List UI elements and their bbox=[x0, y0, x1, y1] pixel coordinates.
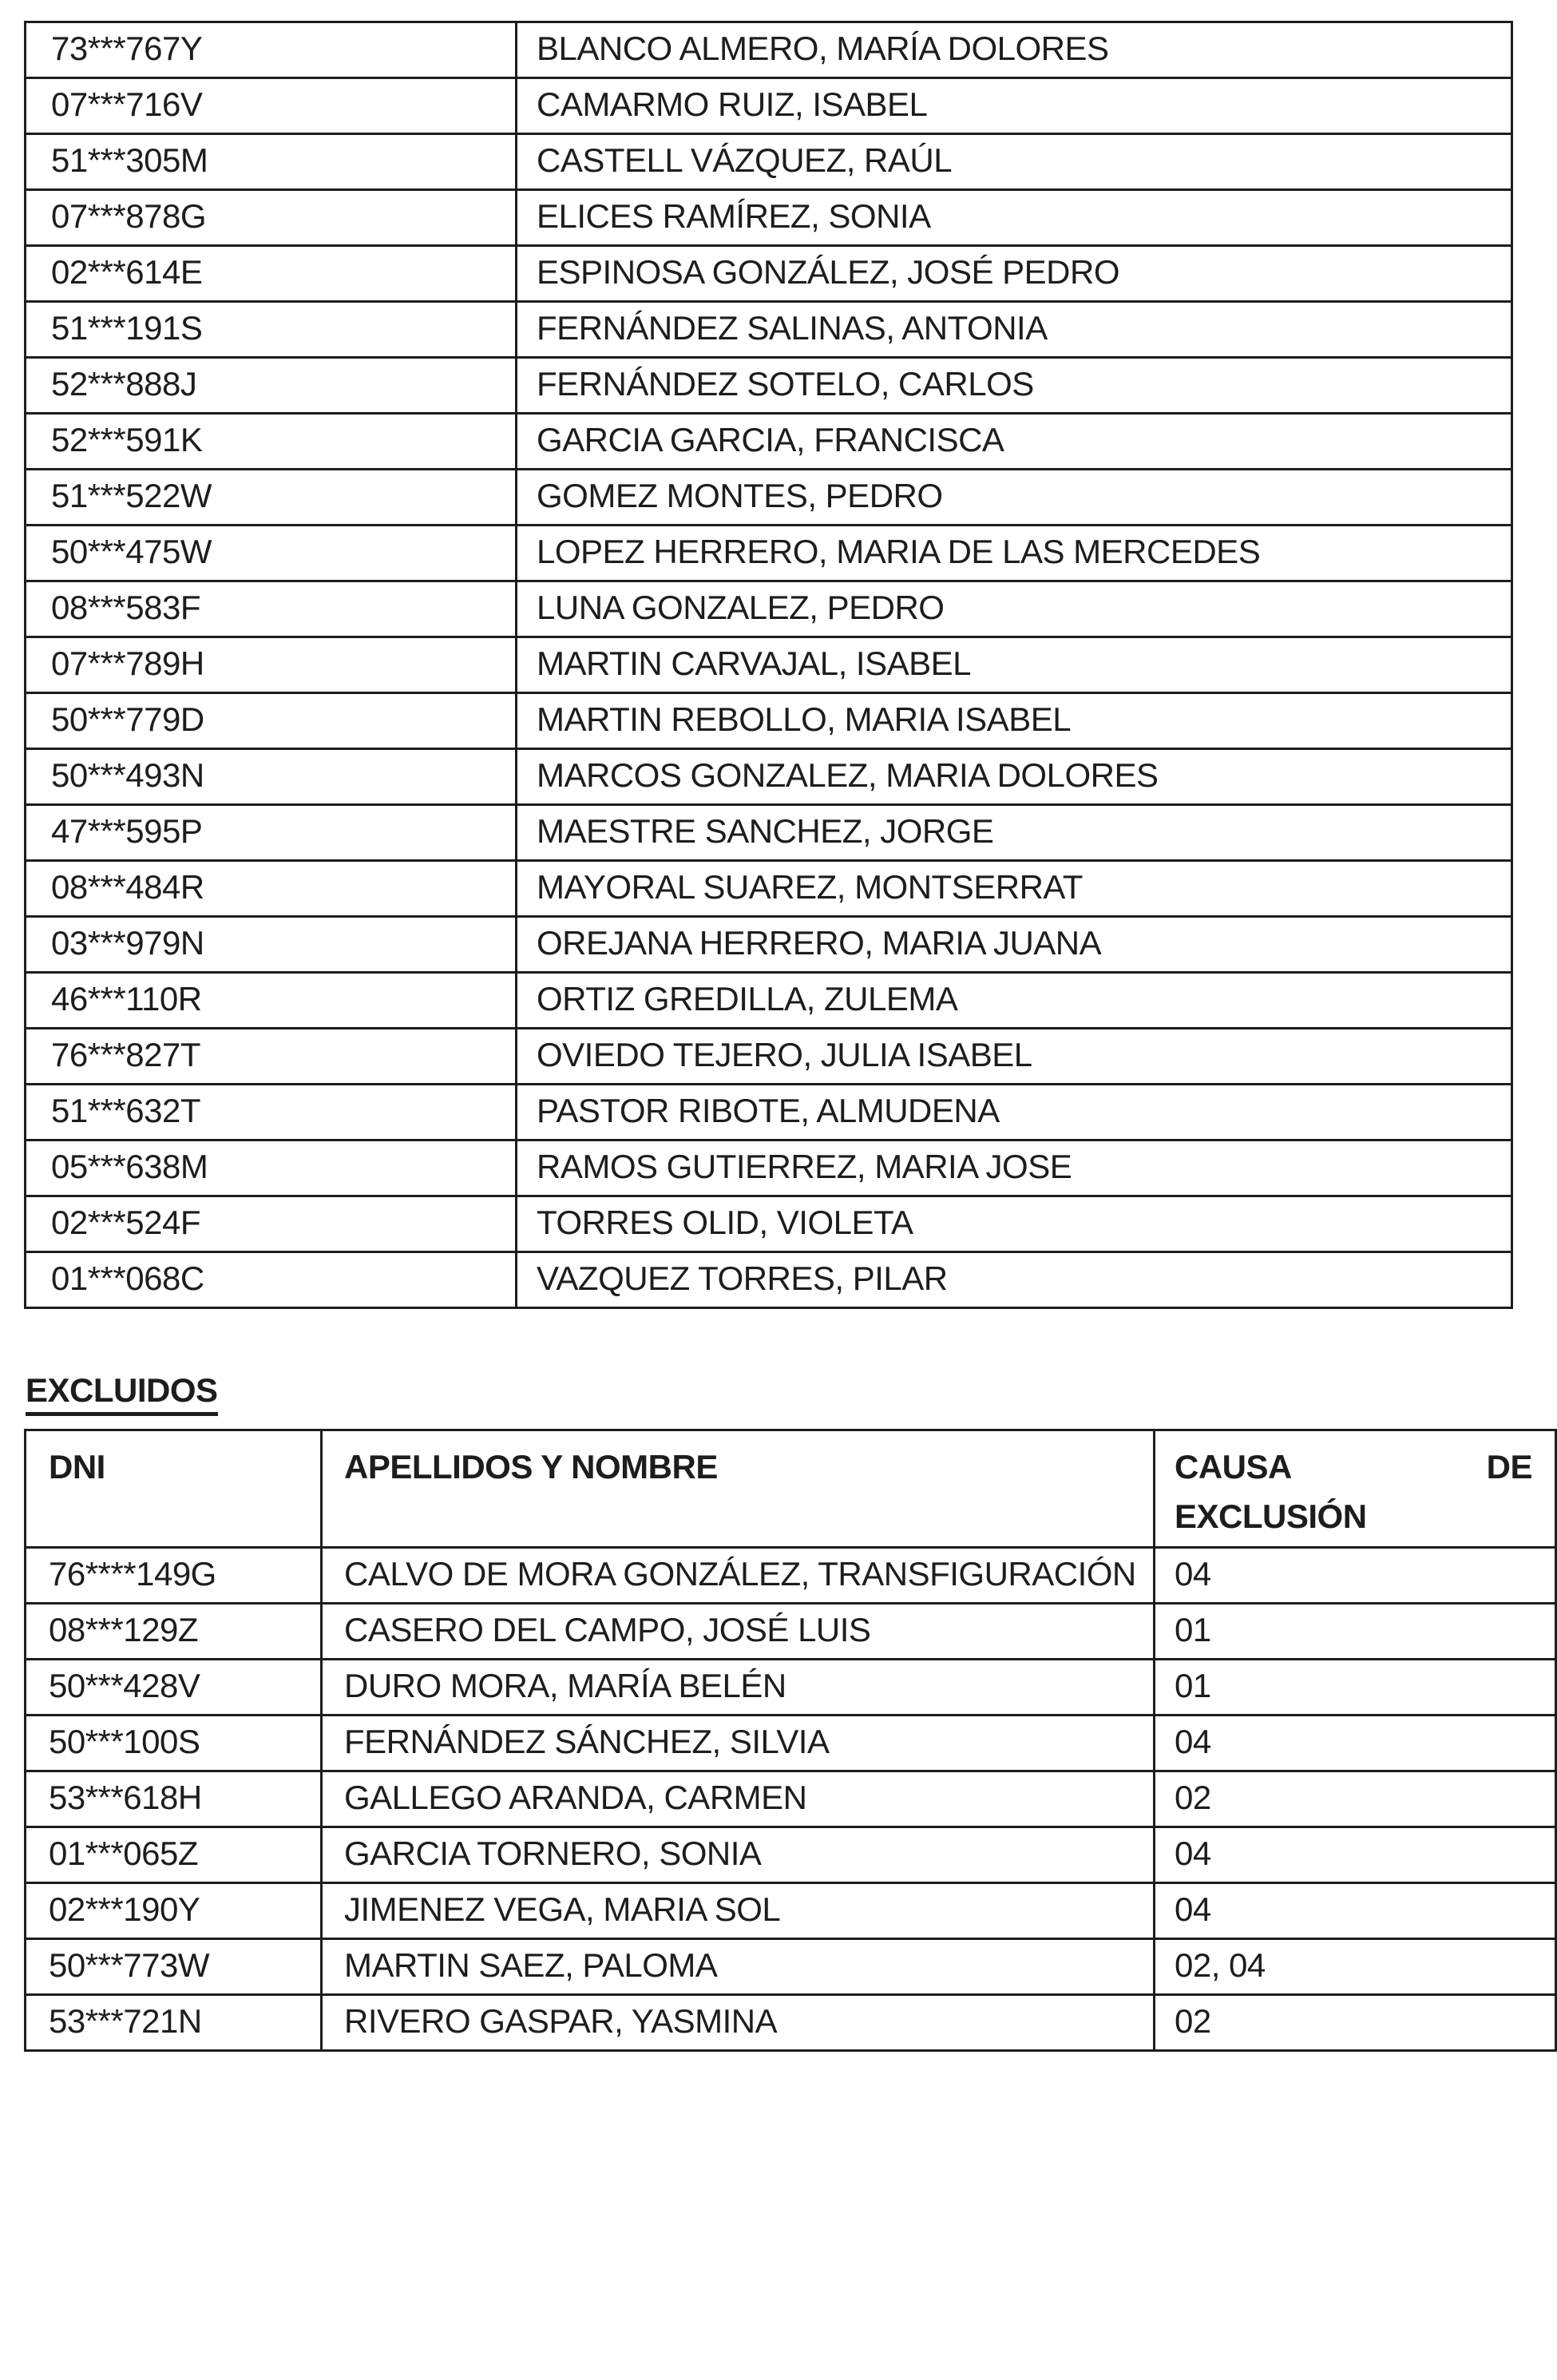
dni-cell: 50***773W bbox=[26, 1939, 322, 1995]
table-row bbox=[26, 1085, 1512, 1140]
dni-cell: 08***129Z bbox=[26, 1604, 322, 1660]
dni-cell: 50***779D bbox=[26, 693, 517, 749]
admitted-table bbox=[24, 21, 1513, 1309]
table-row bbox=[26, 917, 1512, 973]
name-cell: CALVO DE MORA GONZÁLEZ, TRANSFIGURACIÓN bbox=[322, 1548, 1155, 1604]
name-cell: MARTIN SAEZ, PALOMA bbox=[322, 1939, 1155, 1995]
cause-cell: 01 bbox=[1155, 1604, 1556, 1660]
table-row bbox=[26, 1660, 1556, 1716]
cause-cell: 04 bbox=[1155, 1548, 1556, 1604]
name-cell: RAMOS GUTIERREZ, MARIA JOSE bbox=[517, 1140, 1512, 1196]
table-row bbox=[26, 861, 1512, 917]
dni-cell: 02***524F bbox=[26, 1196, 517, 1252]
name-cell: LUNA GONZALEZ, PEDRO bbox=[517, 581, 1512, 637]
table-row bbox=[26, 134, 1512, 190]
cause-cell: 04 bbox=[1155, 1883, 1556, 1939]
table-row bbox=[26, 246, 1512, 302]
table-row bbox=[26, 414, 1512, 470]
table-row bbox=[26, 190, 1512, 246]
dni-cell: 47***595P bbox=[26, 805, 517, 861]
column-header-cause-line2: EXCLUSIÓN bbox=[1175, 1497, 1367, 1535]
dni-cell: 08***583F bbox=[26, 581, 517, 637]
name-cell: BLANCO ALMERO, MARÍA DOLORES bbox=[517, 22, 1512, 78]
dni-cell: 76***827T bbox=[26, 1029, 517, 1085]
cause-cell: 02 bbox=[1155, 1995, 1556, 2051]
dni-cell: 03***979N bbox=[26, 917, 517, 973]
name-cell: ESPINOSA GONZÁLEZ, JOSÉ PEDRO bbox=[517, 246, 1512, 302]
column-header-cause-line1 bbox=[1175, 1442, 1532, 1492]
table-row bbox=[26, 1548, 1556, 1604]
table-row bbox=[26, 1827, 1556, 1883]
name-cell: CASTELL VÁZQUEZ, RAÚL bbox=[517, 134, 1512, 190]
dni-cell: 51***191S bbox=[26, 302, 517, 358]
column-header-name: APELLIDOS Y NOMBRE bbox=[322, 1430, 1155, 1548]
name-cell: GARCIA TORNERO, SONIA bbox=[322, 1827, 1155, 1883]
dni-cell: 53***721N bbox=[26, 1995, 322, 2051]
name-cell: OREJANA HERRERO, MARIA JUANA bbox=[517, 917, 1512, 973]
table-row bbox=[26, 22, 1512, 78]
name-cell: CASERO DEL CAMPO, JOSÉ LUIS bbox=[322, 1604, 1155, 1660]
name-cell: MARCOS GONZALEZ, MARIA DOLORES bbox=[517, 749, 1512, 805]
column-header-cause-word1: CAUSA bbox=[1175, 1448, 1292, 1486]
table-row bbox=[26, 1252, 1512, 1308]
dni-cell: 52***888J bbox=[26, 358, 517, 414]
table-row bbox=[26, 805, 1512, 861]
dni-cell: 76****149G bbox=[26, 1548, 322, 1604]
column-header-dni: DNI bbox=[26, 1430, 322, 1548]
dni-cell: 52***591K bbox=[26, 414, 517, 470]
table-row bbox=[26, 637, 1512, 693]
dni-cell: 02***614E bbox=[26, 246, 517, 302]
name-cell: GALLEGO ARANDA, CARMEN bbox=[322, 1771, 1155, 1827]
excluded-section-heading: EXCLUIDOS bbox=[26, 1373, 218, 1416]
table-row bbox=[26, 1771, 1556, 1827]
cause-cell: 04 bbox=[1155, 1716, 1556, 1771]
column-header-cause-word2: DE bbox=[1486, 1448, 1532, 1486]
dni-cell: 51***632T bbox=[26, 1085, 517, 1140]
dni-cell: 51***522W bbox=[26, 470, 517, 526]
dni-cell: 01***068C bbox=[26, 1252, 517, 1308]
dni-cell: 53***618H bbox=[26, 1771, 322, 1827]
table-row bbox=[26, 470, 1512, 526]
cause-cell: 02, 04 bbox=[1155, 1939, 1556, 1995]
table-row bbox=[26, 526, 1512, 581]
dni-cell: 50***100S bbox=[26, 1716, 322, 1771]
dni-cell: 08***484R bbox=[26, 861, 517, 917]
name-cell: LOPEZ HERRERO, MARIA DE LAS MERCEDES bbox=[517, 526, 1512, 581]
dni-cell: 07***878G bbox=[26, 190, 517, 246]
name-cell: OVIEDO TEJERO, JULIA ISABEL bbox=[517, 1029, 1512, 1085]
dni-cell: 51***305M bbox=[26, 134, 517, 190]
dni-cell: 50***493N bbox=[26, 749, 517, 805]
name-cell: MARTIN REBOLLO, MARIA ISABEL bbox=[517, 693, 1512, 749]
dni-cell: 02***190Y bbox=[26, 1883, 322, 1939]
dni-cell: 05***638M bbox=[26, 1140, 517, 1196]
dni-cell: 73***767Y bbox=[26, 22, 517, 78]
table-row bbox=[26, 1604, 1556, 1660]
dni-cell: 50***428V bbox=[26, 1660, 322, 1716]
table-row bbox=[26, 581, 1512, 637]
excluded-header-row bbox=[26, 1430, 1556, 1548]
table-row bbox=[26, 1196, 1512, 1252]
table-row bbox=[26, 1140, 1512, 1196]
name-cell: FERNÁNDEZ SOTELO, CARLOS bbox=[517, 358, 1512, 414]
name-cell: CAMARMO RUIZ, ISABEL bbox=[517, 78, 1512, 134]
name-cell: MAESTRE SANCHEZ, JORGE bbox=[517, 805, 1512, 861]
name-cell: MARTIN CARVAJAL, ISABEL bbox=[517, 637, 1512, 693]
table-row bbox=[26, 973, 1512, 1029]
name-cell: PASTOR RIBOTE, ALMUDENA bbox=[517, 1085, 1512, 1140]
table-row bbox=[26, 358, 1512, 414]
cause-cell: 02 bbox=[1155, 1771, 1556, 1827]
name-cell: ELICES RAMÍREZ, SONIA bbox=[517, 190, 1512, 246]
cause-cell: 04 bbox=[1155, 1827, 1556, 1883]
name-cell: RIVERO GASPAR, YASMINA bbox=[322, 1995, 1155, 2051]
dni-cell: 50***475W bbox=[26, 526, 517, 581]
table-row bbox=[26, 693, 1512, 749]
cause-cell: 01 bbox=[1155, 1660, 1556, 1716]
table-row bbox=[26, 302, 1512, 358]
table-row bbox=[26, 1939, 1556, 1995]
dni-cell: 46***110R bbox=[26, 973, 517, 1029]
table-row bbox=[26, 1716, 1556, 1771]
name-cell: GOMEZ MONTES, PEDRO bbox=[517, 470, 1512, 526]
name-cell: FERNÁNDEZ SÁNCHEZ, SILVIA bbox=[322, 1716, 1155, 1771]
name-cell: JIMENEZ VEGA, MARIA SOL bbox=[322, 1883, 1155, 1939]
table-row bbox=[26, 749, 1512, 805]
dni-cell: 01***065Z bbox=[26, 1827, 322, 1883]
name-cell: TORRES OLID, VIOLETA bbox=[517, 1196, 1512, 1252]
name-cell: MAYORAL SUAREZ, MONTSERRAT bbox=[517, 861, 1512, 917]
dni-cell: 07***789H bbox=[26, 637, 517, 693]
table-row bbox=[26, 1883, 1556, 1939]
table-row bbox=[26, 78, 1512, 134]
excluded-table bbox=[24, 1429, 1557, 2052]
name-cell: DURO MORA, MARÍA BELÉN bbox=[322, 1660, 1155, 1716]
table-row bbox=[26, 1995, 1556, 2051]
column-header-cause bbox=[1155, 1430, 1556, 1548]
dni-cell: 07***716V bbox=[26, 78, 517, 134]
name-cell: GARCIA GARCIA, FRANCISCA bbox=[517, 414, 1512, 470]
table-row bbox=[26, 1029, 1512, 1085]
name-cell: ORTIZ GREDILLA, ZULEMA bbox=[517, 973, 1512, 1029]
name-cell: FERNÁNDEZ SALINAS, ANTONIA bbox=[517, 302, 1512, 358]
name-cell: VAZQUEZ TORRES, PILAR bbox=[517, 1252, 1512, 1308]
